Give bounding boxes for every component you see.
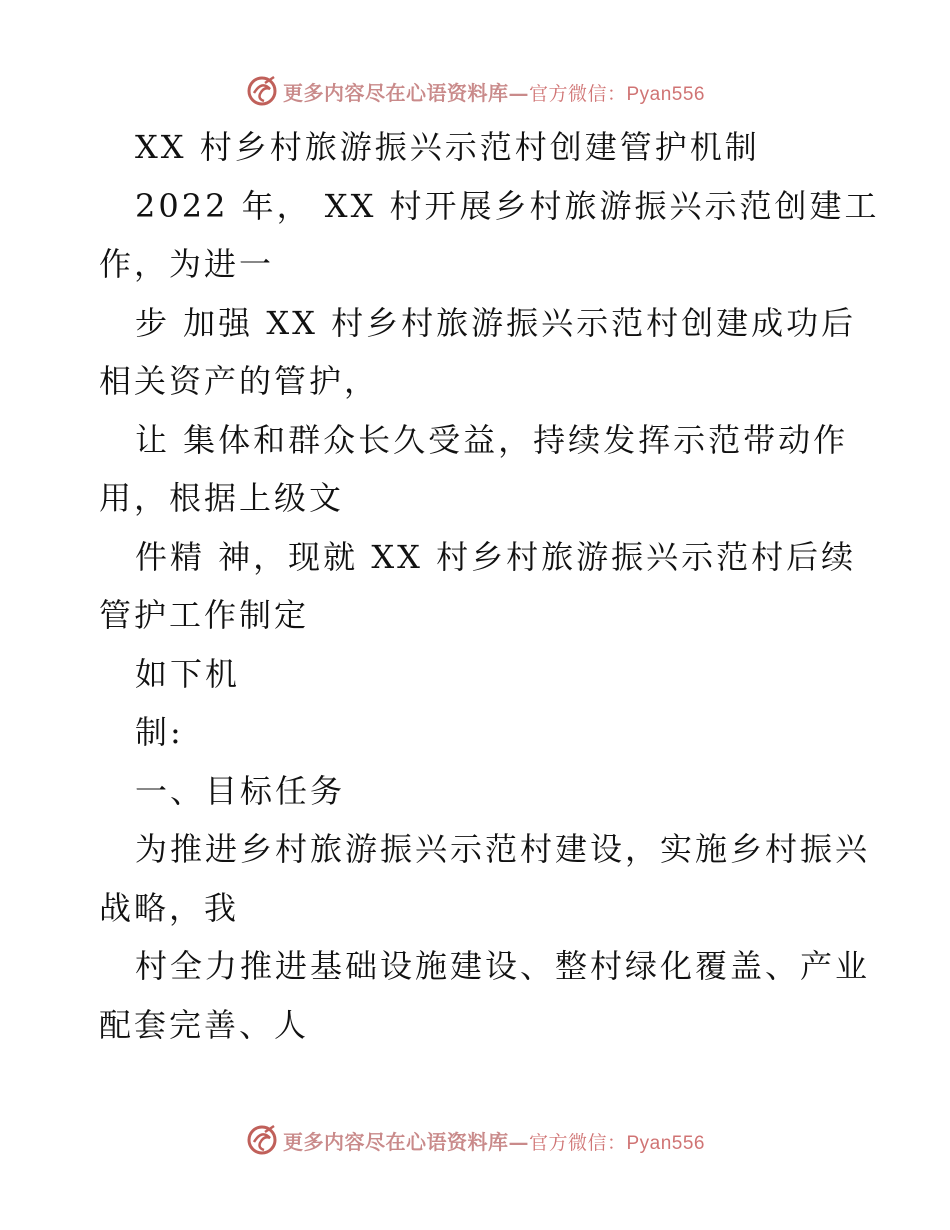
swirl-logo-icon: [245, 74, 279, 108]
header-separator: —: [508, 80, 529, 105]
document-title: XX 村乡村旅游振兴示范村创建管护机制: [135, 128, 760, 166]
header-site-text: 更多内容尽在心语资料库: [282, 80, 509, 105]
paragraph-line: 步 加强 XX 村乡村旅游振兴示范村创建成功后: [135, 303, 857, 342]
paragraph-line: 配套完善、人: [99, 1005, 310, 1044]
paragraph-line: 件精 神，现就 XX 村乡村旅游振兴示范村后续: [135, 537, 857, 576]
header-wechat-text: 官方微信：Pyan556: [528, 83, 705, 105]
paragraph-line: 让 集体和群众长久受益，持续发挥示范带动作: [135, 420, 849, 459]
paragraph-line: 村全力推进基础设施建设、整村绿化覆盖、产业: [135, 947, 871, 985]
paragraph-line: 战略，我: [99, 888, 240, 927]
footer-site-text: 更多内容尽在心语资料库: [282, 1129, 509, 1154]
paragraph-line: 制:: [135, 713, 184, 751]
paragraph-line: 作，为进一: [99, 245, 275, 283]
paragraph-line: 为推进乡村旅游振兴示范村建设，实施乡村振兴: [135, 830, 871, 868]
paragraph-line: 如下机: [135, 654, 241, 693]
paragraph-line: 相关资产的管护，: [99, 362, 380, 400]
footer-wechat-text: 官方微信：Pyan556: [528, 1132, 705, 1154]
footer-separator: —: [508, 1129, 529, 1154]
footer-text: [283, 1126, 705, 1155]
header-banner: [0, 71, 950, 111]
swirl-logo-icon: [245, 1123, 279, 1157]
paragraph-line: 管护工作制定: [99, 596, 310, 634]
paragraph-line: 2022 年， XX 村开展乡村旅游振兴示范创建工: [135, 186, 880, 225]
section-heading: 一、目标任务: [135, 771, 346, 810]
footer-banner: [0, 1120, 950, 1160]
paragraph-line: 用，根据上级文: [99, 479, 345, 517]
document-body: [99, 118, 880, 1054]
header-text: [283, 77, 705, 106]
